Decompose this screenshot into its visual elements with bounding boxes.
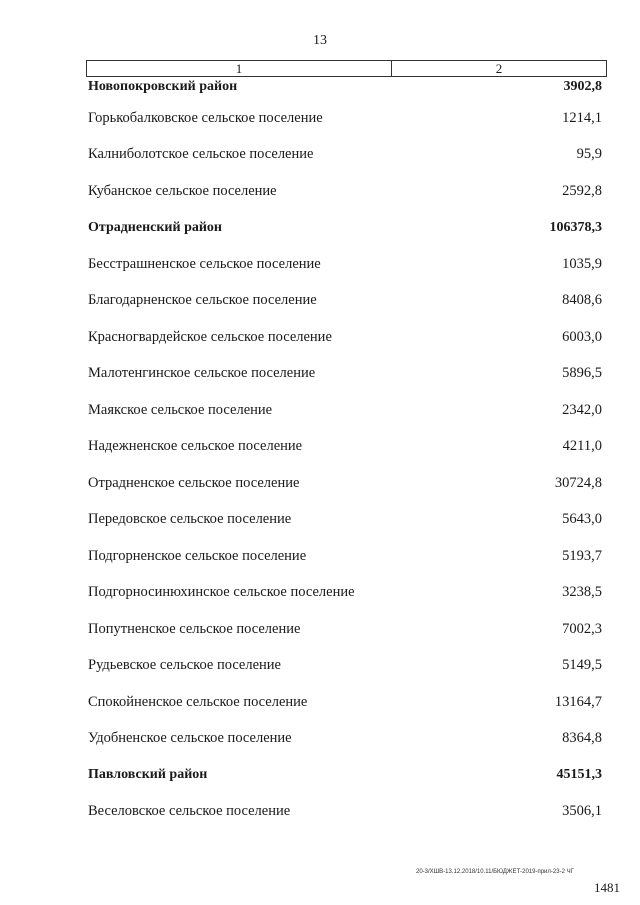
row-name: Горькобалковское сельское поселение — [88, 109, 323, 126]
settlement-row — [88, 684, 602, 721]
row-name: Надежненское сельское поселение — [88, 438, 303, 455]
row-value: 5643,0 — [562, 511, 602, 528]
row-value: 95,9 — [576, 146, 602, 163]
row-value: 4211,0 — [562, 438, 602, 455]
settlement-row — [88, 538, 602, 575]
settlement-row — [88, 502, 602, 539]
row-value: 5193,7 — [562, 547, 602, 564]
row-name: Маякское сельское поселение — [88, 401, 273, 418]
row-value: 7002,3 — [562, 620, 602, 637]
district-row — [88, 757, 602, 794]
settlement-row — [88, 319, 602, 356]
row-name: Отрадненский район — [88, 219, 222, 235]
row-value: 3238,5 — [562, 584, 602, 601]
settlement-row — [88, 648, 602, 685]
settlement-row — [88, 794, 602, 831]
column-header-1: 1 — [87, 61, 392, 76]
row-name: Отрадненское сельское поселение — [88, 474, 300, 491]
settlement-row — [88, 611, 602, 648]
row-value: 1214,1 — [562, 109, 602, 126]
row-name: Подгорносинюхинское сельское поселение — [88, 584, 355, 601]
settlement-row — [88, 100, 602, 137]
settlement-row — [88, 392, 602, 429]
settlement-row — [88, 356, 602, 393]
row-value: 8364,8 — [562, 730, 602, 747]
row-name: Кубанское сельское поселение — [88, 182, 277, 199]
settlement-row — [88, 575, 602, 612]
page-number: 13 — [313, 33, 327, 48]
row-name: Малотенгинское сельское поселение — [88, 365, 316, 382]
row-name: Спокойненское сельское поселение — [88, 693, 308, 710]
row-value: 3506,1 — [562, 803, 602, 820]
row-value: 5149,5 — [562, 657, 602, 674]
row-name: Передовское сельское поселение — [88, 511, 292, 528]
row-name: Удобненское сельское поселение — [88, 730, 292, 747]
row-value: 6003,0 — [562, 328, 602, 345]
row-name: Калниболотское сельское поселение — [88, 146, 314, 163]
row-value: 2592,8 — [562, 182, 602, 199]
column-header-2: 2 — [495, 61, 503, 76]
row-value: 106378,3 — [549, 219, 602, 235]
row-name: Красногвардейское сельское поселение — [88, 328, 332, 345]
row-value: 1035,9 — [562, 255, 602, 272]
table-body — [88, 79, 602, 830]
row-name: Подгорненское сельское поселение — [88, 547, 307, 564]
row-value: 45151,3 — [556, 767, 602, 783]
row-name: Новопокровский район — [88, 79, 238, 94]
footer-file-path: 20-3/ХШВ-13.12.2018/10.11/БЮДЖЕТ-2019-прил-23-2 ЧГ — [416, 869, 574, 875]
row-value: 13164,7 — [554, 693, 602, 710]
row-name: Благодарненское сельское поселение — [88, 292, 317, 309]
district-row — [88, 210, 602, 247]
row-name: Рудьевское сельское поселение — [88, 657, 281, 674]
settlement-row — [88, 173, 602, 210]
row-name: Попутненское сельское поселение — [88, 620, 301, 637]
row-name: Бесстрашненское сельское поселение — [88, 255, 321, 272]
settlement-row — [88, 137, 602, 174]
settlement-row — [88, 465, 602, 502]
row-value: 30724,8 — [554, 474, 602, 491]
district-row — [88, 79, 602, 100]
settlement-row — [88, 429, 602, 466]
row-value: 3902,8 — [563, 79, 602, 94]
settlement-row — [88, 246, 602, 283]
row-name: Веселовское сельское поселение — [88, 803, 291, 820]
row-value: 8408,6 — [562, 292, 602, 309]
table-header — [86, 60, 607, 77]
settlement-row — [88, 283, 602, 320]
row-name: Павловский район — [88, 767, 208, 783]
settlement-row — [88, 721, 602, 758]
row-value: 5896,5 — [562, 365, 602, 382]
row-value: 2342,0 — [562, 401, 602, 418]
footer-sheet-number: 1481 — [594, 880, 620, 895]
